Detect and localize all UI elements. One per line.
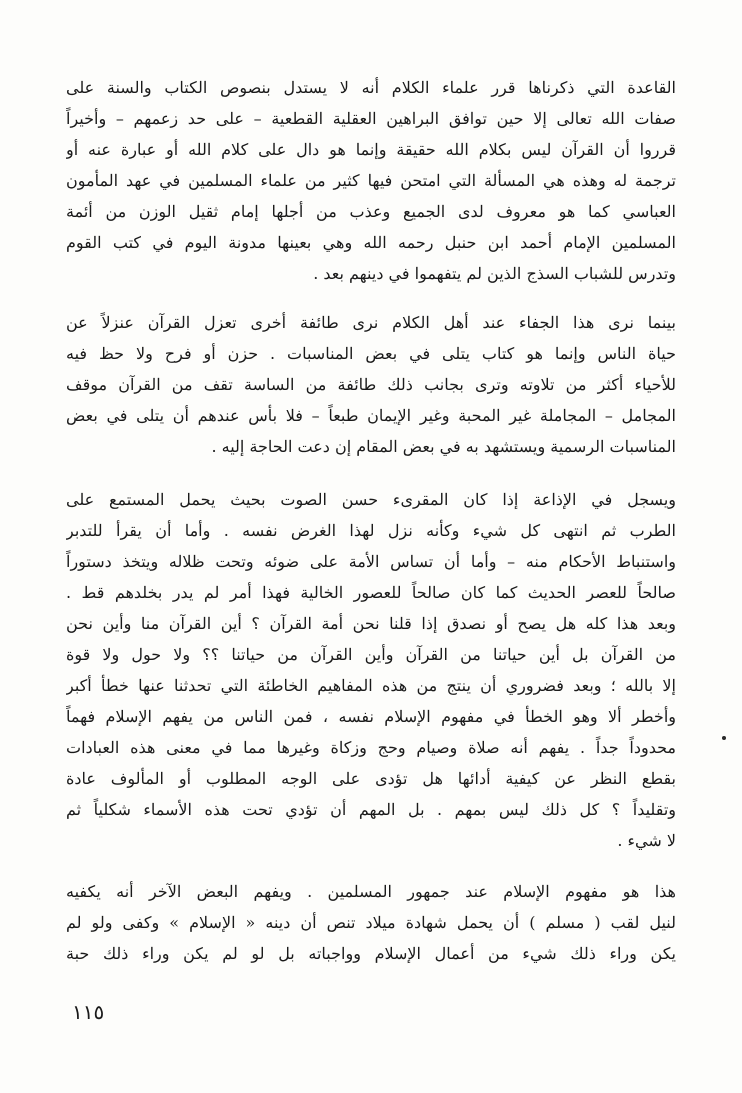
margin-dot [722, 736, 726, 740]
text-line: من القرآن بل أين حياتنا من القرآن وأين القرآن من حياتنا ؟؟ ولا حول ولا قوة [66, 645, 676, 664]
text-line: العباسي كما هو معروف لدى الجميع وعذب من أجلها إمام ثقيل الوزن من أئمة [66, 202, 676, 221]
text-line: صالحاً للعصر الحديث كما كان صالحاً للعصور الخالية فهذا أمر لم يدر بخلدهم قط . [66, 583, 676, 602]
text-line: قرروا أن القرآن ليس بكلام الله حقيقة وإنما هو دال على كلام الله أو عبارة عنه أو [66, 140, 676, 159]
text-line: للأحياء أكثر من تلاوته وترى بجانب ذلك طائفة من الساسة تقف من القرآن موقف [66, 375, 676, 394]
text-line: محدوداً جداً . يفهم أنه صلاة وصيام وحج وزكاة وغيرها مما في معنى هذه العبادات [66, 738, 676, 757]
page-number: ١١٥ [72, 1000, 105, 1024]
text-line: لنيل لقب ( مسلم ) أن يحمل شهادة ميلاد تنص أن دينه « الإسلام » وكفى ولو لم [66, 913, 676, 932]
text-line: وتقليداً ؟ كل ذلك ليس بمهم . بل المهم أن تؤدي تحت هذه الأسماء شكلياً ثم [66, 800, 676, 819]
text-line: بينما نرى هذا الجفاء عند أهل الكلام نرى طائفة أخرى تعزل القرآن عنزلاً عن [66, 313, 676, 332]
text-line: واستنباط الأحكام منه – وأما أن تساس الأمة على ضوئه وتحت ظلاله ويتخذ دستوراً [66, 552, 676, 571]
paragraph-2 [66, 307, 676, 462]
text-line: ويسجل في الإذاعة إذا كان المقرىء حسن الصوت بحيث يحمل المستمع على [66, 490, 676, 509]
text-line: وبعد هذا كله هل يصح أو نصدق إذا قلنا نحن أمة القرآن ؟ أين القرآن منا وأين نحن [66, 614, 676, 633]
text-line: الطرب ثم انتهى كل شيء وكأنه نزل لهذا الغرض نفسه . وأما أن يقرأ للتدبر [66, 521, 676, 540]
text-line: القاعدة التي ذكرناها قرر علماء الكلام أنه لا يستدل بنصوص الكتاب والسنة على [66, 78, 676, 97]
text-line: إلا بالله ؛ وبعد فضروري أن ينتج من هذه المفاهيم الخاطئة التي تحدثنا عنها خطأ أكبر [66, 676, 676, 695]
text-line: وأخطر ألا وهو الخطأ في مفهوم الإسلام نفسه ، فمن الناس من يفهم الإسلام فهماً [66, 707, 676, 726]
paragraph-1 [66, 72, 676, 289]
paragraph-3 [66, 484, 676, 856]
text-line: حياة الناس وإنما هو كتاب يتلى في بعض المناسبات . حزن أو فرح ولا حظ فيه [66, 344, 676, 363]
text-line: بقطع النظر عن كيفية أدائها هل تؤدى على الوجه المطلوب أو المألوف عادة [66, 769, 676, 788]
text-line: المناسبات الرسمية ويستشهد به في بعض المقام إن دعت الحاجة إليه . [211, 437, 676, 456]
text-line: هذا هو مفهوم الإسلام عند جمهور المسلمين . ويفهم البعض الآخر أنه يكفيه [66, 882, 676, 901]
text-line: المسلمين الإمام أحمد ابن حنبل رحمه الله وهي بعينها مدونة اليوم في كتب القوم [66, 233, 676, 252]
text-line: ترجمة له وهذه هي المسألة التي امتحن فيها كثير من علماء المسلمين في عهد المأمون [66, 171, 676, 190]
text-line: وتدرس للشباب السذج الذين لم يتفهموا في دينهم بعد . [313, 264, 676, 283]
text-line: لا شيء . [617, 831, 676, 850]
text-line: المجامل – المجاملة غير المحبة وغير الإيمان طبعاً – فلا بأس عندهم أن يتلى في بعض [66, 406, 676, 425]
text-line: يكن وراء ذلك شيء من أعمال الإسلام وواجباته بل لو لم يكن وراء ذلك حبة [66, 944, 676, 963]
text-line: صفات الله تعالى إلا حين توافق البراهين العقلية القطعية – على حد زعمهم – وأخيراً [66, 109, 676, 128]
paragraph-4 [66, 876, 676, 969]
